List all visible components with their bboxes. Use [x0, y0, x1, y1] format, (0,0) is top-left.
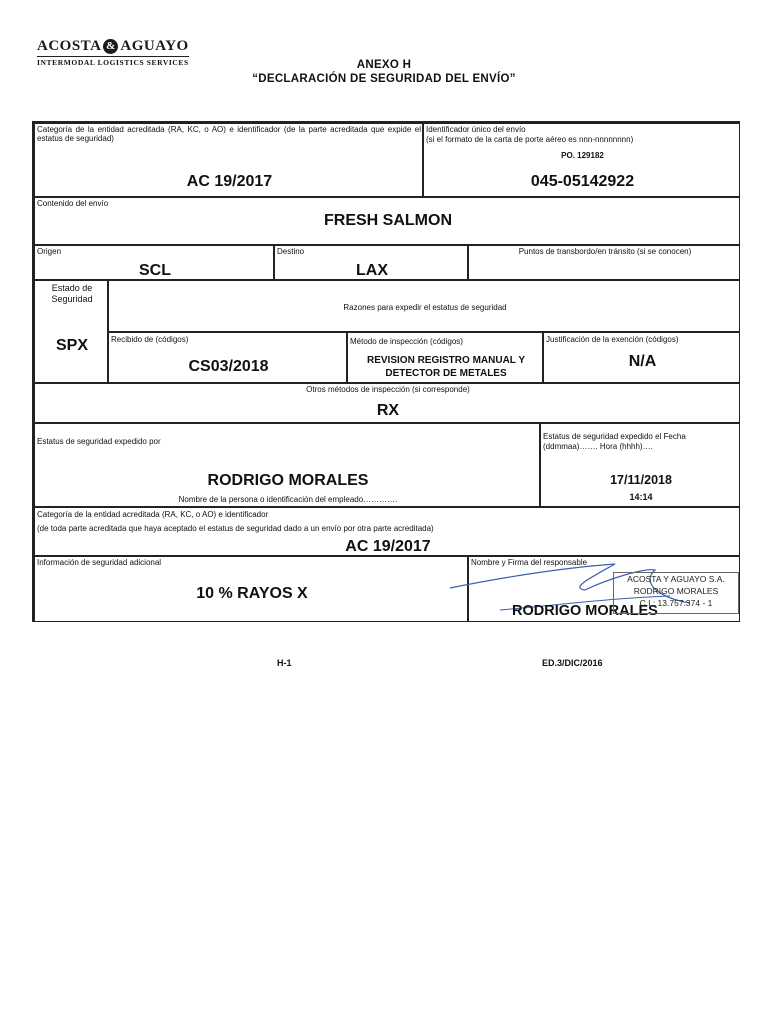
- other-methods-value: RX: [376, 402, 400, 419]
- logo-ampersand-icon: &: [103, 39, 118, 54]
- accepting-entity-cell: [34, 507, 740, 556]
- issued-by-label: Estatus de seguridad expedido por: [37, 437, 161, 446]
- issued-time-value: 14:14: [629, 492, 653, 502]
- responsible-label: Nombre y Firma del responsable: [471, 558, 588, 567]
- logo-subtitle: INTERMODAL LOGISTICS SERVICES: [37, 58, 189, 67]
- accepting-entity-sublabel: (de toda parte acreditada que haya aceptado el estatus de seguridad dado a un envío por otra parte acreditada): [37, 524, 434, 533]
- additional-info-label: Información de seguridad adicional: [37, 558, 162, 567]
- method-cell: [347, 332, 543, 383]
- unique-id-label: Identificador único del envío: [426, 125, 526, 134]
- transit-label: Puntos de transbordo/en tránsito (si se conocen): [518, 247, 692, 256]
- other-methods-label: Otros métodos de inspección (si corresponde): [306, 385, 470, 394]
- unique-id-cell: [423, 123, 740, 197]
- origin-value: SCL: [139, 262, 171, 279]
- issued-date-label: Estatus de seguridad expedido el Fecha: [543, 432, 686, 441]
- annex-title: ANEXO H: [356, 59, 412, 71]
- exemption-label: Justificación de la exención (códigos): [546, 335, 679, 344]
- entity-cell: [34, 123, 423, 197]
- document-header: [0, 59, 768, 85]
- exemption-cell: [543, 332, 740, 383]
- destination-label: Destino: [277, 247, 305, 256]
- accepting-entity-label: Categoría de la entidad acreditada (RA, KC, o AO) e identificador: [37, 510, 269, 519]
- entity-label: Categoría de la entidad acreditada (RA, KC, o AO) e identificador (de la parte acreditada que expide el estatus de seguridad): [37, 125, 421, 143]
- unique-id-value: 045-05142922: [530, 173, 635, 190]
- issued-date-format-label: (ddmmaa)……. Hora (hhhh)….: [543, 442, 653, 451]
- stamp-id: C.I.: 13.757.374 - 1: [639, 598, 713, 608]
- logo-name-left: ACOSTA: [37, 38, 102, 54]
- issued-by-value: RODRIGO MORALES: [207, 472, 369, 489]
- logo-wordmark: [37, 38, 189, 55]
- security-declaration-form: [32, 121, 740, 622]
- security-status-value: SPX: [55, 337, 88, 354]
- company-stamp: [613, 572, 739, 614]
- issued-by-sublabel: Nombre de la persona o identificación del empleado………….: [178, 495, 398, 504]
- additional-info-value: 10 % RAYOS X: [196, 585, 308, 602]
- received-cell: [108, 332, 347, 383]
- issued-date-value: 17/11/2018: [610, 473, 672, 487]
- reasons-cell: [108, 280, 740, 332]
- exemption-value: N/A: [628, 353, 657, 370]
- content-value: FRESH SALMON: [324, 212, 452, 229]
- transit-cell: [468, 245, 740, 280]
- reasons-label: Razones para expedir el estatus de seguridad: [343, 303, 507, 312]
- method-label: Método de inspección (códigos): [350, 337, 463, 346]
- other-methods-cell: [34, 383, 740, 423]
- entity-value: AC 19/2017: [186, 173, 273, 190]
- footer-edition: ED.3/DIC/2016: [542, 658, 603, 668]
- stamp-company: ACOSTA Y AGUAYO S.A.: [627, 574, 725, 584]
- stamp-name: RODRIGO MORALES: [633, 586, 719, 596]
- origin-label: Origen: [37, 247, 62, 256]
- additional-info-cell: [34, 556, 468, 622]
- unique-id-format-label: (si el formato de la carta de porte aéreo es nnn-nnnnnnnn): [426, 135, 634, 144]
- security-status-cell: [34, 280, 108, 383]
- accepting-entity-value: AC 19/2017: [345, 538, 431, 555]
- origin-cell: [34, 245, 274, 280]
- method-value-line2: DETECTOR DE METALES: [385, 368, 507, 379]
- footer-page-code: H-1: [277, 658, 292, 668]
- issued-by-cell: [34, 423, 540, 507]
- security-status-label: Estado de Seguridad: [51, 283, 93, 304]
- po-number: PO. 129182: [561, 151, 604, 160]
- document-title: “DECLARACIÓN DE SEGURIDAD DEL ENVÍO”: [252, 73, 516, 85]
- method-value-line1: REVISION REGISTRO MANUAL Y: [367, 355, 525, 366]
- destination-value: LAX: [356, 262, 388, 279]
- received-label: Recibido de (códigos): [111, 335, 189, 344]
- responsible-signature-name: RODRIGO MORALES: [512, 603, 658, 619]
- content-cell: [34, 197, 740, 245]
- destination-cell: [274, 245, 468, 280]
- received-value: CS03/2018: [188, 358, 269, 375]
- logo-name-right: AGUAYO: [120, 38, 189, 54]
- content-label: Contenido del envío: [37, 199, 109, 208]
- issued-date-cell: [540, 423, 740, 507]
